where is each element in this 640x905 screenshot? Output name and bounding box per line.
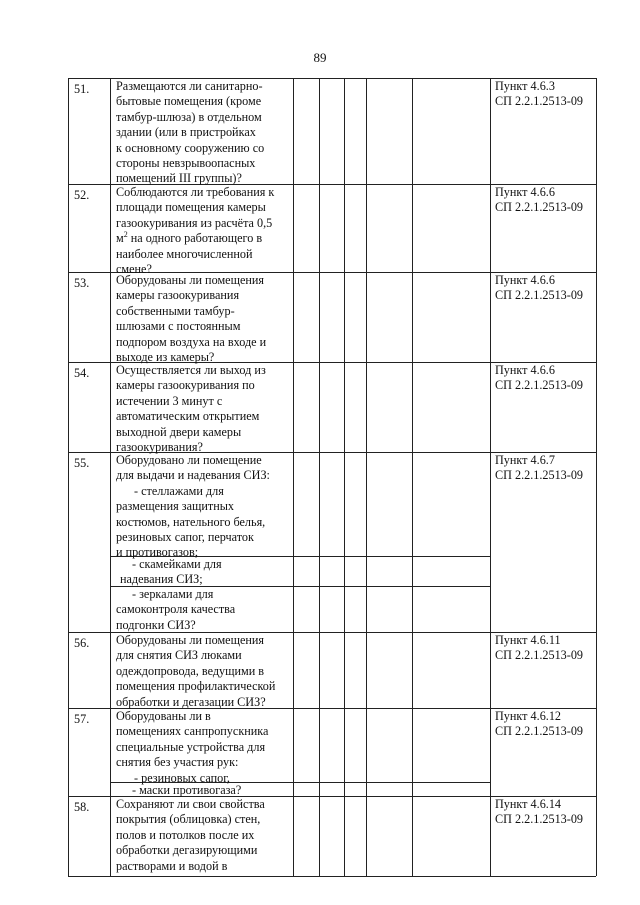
column-rule (366, 78, 367, 876)
reference-text: СП 2.2.1.2513-09 (495, 288, 584, 302)
question-line: тамбур-шлюза) в отдельном (116, 109, 262, 124)
row-number: 53. (74, 276, 90, 290)
reference-text: Пункт 4.6.6 (495, 363, 555, 377)
page-number: 89 (313, 50, 327, 65)
question-line: наиболее многочисленной (116, 246, 253, 261)
reference-text: СП 2.2.1.2513-09 (495, 812, 584, 826)
question-line: - маски противогаза? (132, 783, 242, 797)
question-line: полов и потолков после их (116, 827, 255, 842)
question-line: выходе из камеры? (116, 350, 215, 364)
question-line: Сохраняют ли свои свойства (116, 797, 265, 811)
row-rule (68, 876, 596, 877)
question-line: подгонки СИЗ? (116, 617, 196, 632)
question-line: шлюзами с постоянным (116, 319, 241, 334)
column-rule (110, 78, 111, 876)
question-line: обработки и дегазации СИЗ? (116, 694, 266, 709)
column-rule (293, 78, 294, 876)
column-rule (490, 78, 491, 876)
question-line: $м^2$ на одного работающего в (116, 230, 263, 246)
question-line: Осуществляется ли выход из (116, 363, 266, 377)
question-line: для выдачи и надевания СИЗ: (116, 468, 270, 483)
question-line: одеждопровода, ведущими в (116, 663, 265, 678)
row-number: 58. (74, 800, 90, 814)
column-rule (344, 78, 345, 876)
question-line: и противогазов; (116, 545, 199, 560)
question-line: для снятия СИЗ люками (116, 648, 242, 663)
question-line: растворами и водой в (116, 858, 228, 873)
question-line: - резиновых сапог, (134, 770, 230, 785)
question-line: покрытия (облицовка) стен, (116, 812, 261, 827)
column-rule (596, 78, 597, 876)
question-line: помещениях санпропускника (116, 724, 269, 739)
question-line: газоокуривания из расчёта 0,5 (116, 215, 273, 230)
column-rule (68, 78, 69, 876)
question-line: помещения профилактической (116, 679, 276, 694)
question-line: здании (или в пристройках (116, 125, 256, 140)
row-number: 55. (74, 456, 90, 470)
row-number: 57. (74, 712, 90, 726)
question-line: бытовые помещения (кроме (116, 94, 262, 109)
row-number: 51. (74, 82, 90, 96)
reference-text: Пункт 4.6.11 (495, 633, 561, 647)
question-line: камеры газоокуривания (116, 288, 240, 303)
reference-text: Пункт 4.6.6 (495, 185, 555, 199)
question-line: Оборудованы ли в (116, 709, 211, 723)
row-number: 56. (74, 636, 90, 650)
reference-text: Пункт 4.6.12 (495, 709, 562, 723)
reference-text: СП 2.2.1.2513-09 (495, 94, 584, 108)
reference-text: Пункт 4.6.14 (495, 797, 562, 811)
reference-text: Пункт 4.6.7 (495, 453, 555, 467)
question-line: смене? (116, 262, 152, 276)
reference-text: Пункт 4.6.6 (495, 273, 555, 287)
row-number: 54. (74, 366, 90, 380)
question-line: стороны невзрывоопасных (116, 156, 256, 170)
column-rule (319, 78, 320, 876)
reference-text: СП 2.2.1.2513-09 (495, 724, 584, 738)
question-line: Оборудованы ли помещения (116, 633, 265, 647)
question-line: костюмов, нательного белья, (116, 514, 266, 529)
question-line: площади помещения камеры (116, 200, 266, 215)
question-line: резиновых сапог, перчаток (116, 530, 254, 544)
question-line: обработки дегазирующими (116, 843, 258, 858)
question-line: на одного работающего в (127, 231, 263, 246)
reference-text: СП 2.2.1.2513-09 (495, 468, 584, 482)
question-line: размещения защитных (116, 499, 235, 514)
question-line: к основному сооружению со (116, 140, 265, 155)
question-line: надевания СИЗ; (120, 572, 203, 587)
row-number: 52. (74, 188, 90, 202)
question-line: Размещаются ли санитарно- (116, 79, 263, 93)
question-line: специальные устройства для (116, 739, 266, 754)
question-line: камеры газоокуривания по (116, 378, 255, 393)
question-line: помещений III группы)? (116, 171, 242, 186)
reference-text: СП 2.2.1.2513-09 (495, 648, 584, 662)
question-line: - зеркалами для (132, 587, 214, 601)
superscript: 2 (123, 230, 128, 240)
column-rule (412, 78, 413, 876)
question-line: - стеллажами для (134, 483, 224, 498)
reference-text: СП 2.2.1.2513-09 (495, 378, 584, 392)
question-line: газоокуривания? (116, 440, 203, 454)
question-line: истечении 3 минут с (116, 393, 223, 408)
question-line: собственными тамбур- (116, 303, 235, 318)
reference-text: Пункт 4.6.3 (495, 79, 555, 93)
question-line: автоматическим открытием (116, 409, 260, 424)
question-line: Соблюдаются ли требования к (116, 185, 275, 199)
question-line: Оборудованы ли помещения (116, 273, 265, 287)
question-line: выходной двери камеры (116, 424, 242, 439)
question-line: Оборудовано ли помещение (116, 453, 262, 467)
question-line: снятия без участия рук: (116, 755, 239, 770)
question-line: самоконтроля качества (116, 602, 236, 617)
question-line: - скамейками для (132, 557, 222, 571)
reference-text: СП 2.2.1.2513-09 (495, 200, 584, 214)
question-line: подпором воздуха на входе и (116, 334, 267, 349)
